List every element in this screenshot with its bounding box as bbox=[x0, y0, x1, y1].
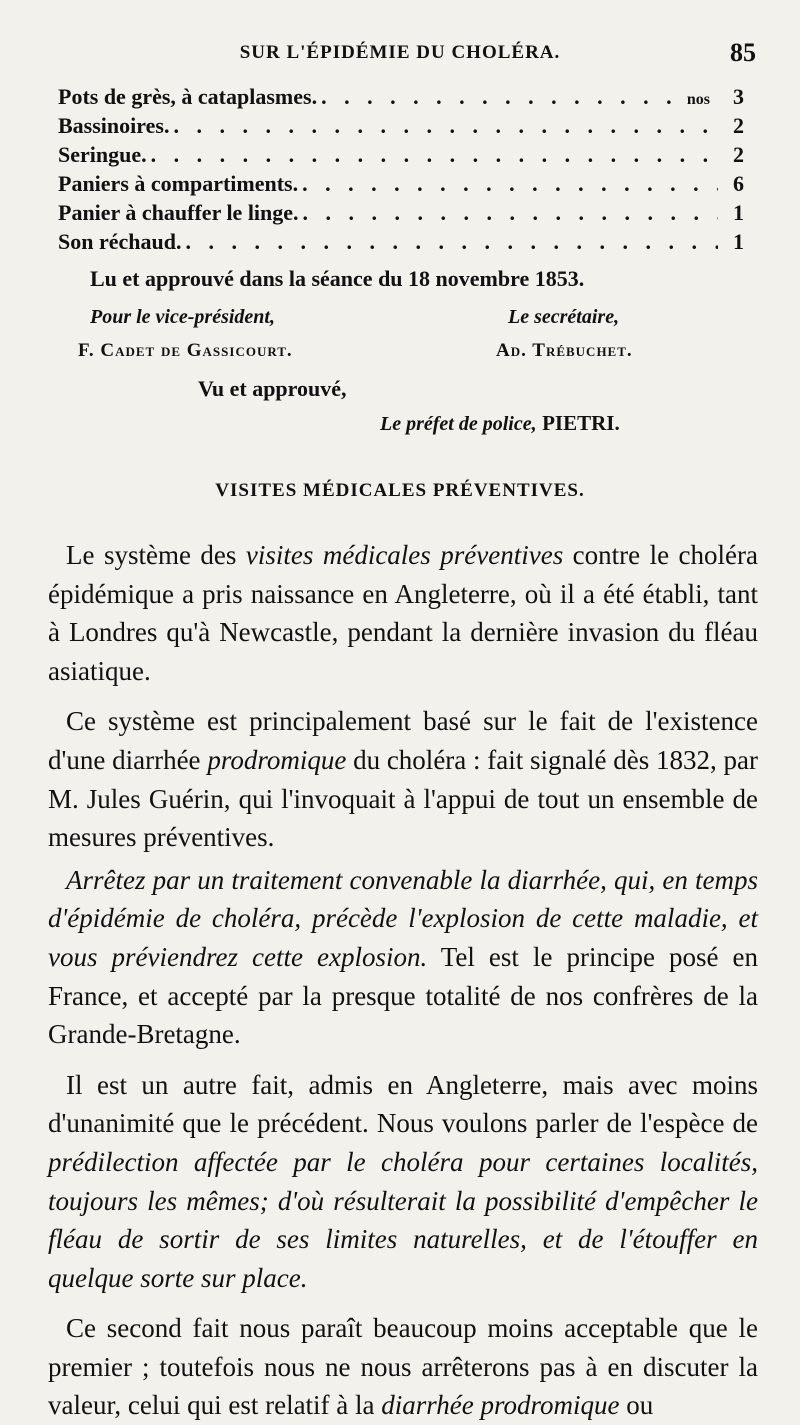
emphasis-run: prodromique bbox=[207, 744, 347, 775]
page-header bbox=[0, 38, 800, 74]
inventory-item bbox=[58, 200, 744, 229]
text-run: Il est un autre fait, admis en Angleterre, mais avec moins d'unanimité que le précédent. Nous voulons parler de l'espèce de bbox=[48, 1069, 758, 1139]
paragraph-4 bbox=[48, 1066, 758, 1298]
text-run: Tel est le principe posé en France, et accepté par la presque totalité de nos confrères de la Grande-Bretagne. bbox=[48, 941, 758, 1050]
secretary-label: Le secrétaire, bbox=[508, 306, 620, 328]
seen-approved-line: Vu et approuvé, bbox=[198, 376, 347, 401]
leader-dots bbox=[185, 229, 718, 255]
inventory-item-qty: 6 bbox=[733, 171, 744, 196]
inventory-item-name: Pots de grès, à cataplasmes. bbox=[58, 84, 318, 109]
text-run: du choléra : fait signalé dès 1832, par M. Jules Guérin, qui l'invoquait à l'appui de tout un ensemble de mesures préventives. bbox=[48, 744, 758, 853]
inventory-item bbox=[58, 171, 744, 200]
inventory-item-name: Paniers à compartiments. bbox=[58, 171, 299, 196]
emphasis-run: visites médicales préventives bbox=[245, 540, 564, 570]
text-run: Ce système est principalement basé sur le fait de l'existence d'une diarrhée bbox=[48, 706, 758, 775]
leader-dots bbox=[151, 142, 718, 168]
inventory-item-qty: 1 bbox=[733, 229, 744, 254]
paragraph-3 bbox=[48, 861, 758, 1054]
leader-dots bbox=[302, 171, 718, 197]
text-run: ou bbox=[619, 1390, 654, 1421]
prefect-name: PIETRI. bbox=[542, 411, 620, 435]
inventory-item-name: Seringue. bbox=[58, 142, 147, 167]
running-title: SUR L'ÉPIDÉMIE DU CHOLÉRA. bbox=[239, 42, 561, 63]
page-number: 85 bbox=[730, 38, 756, 67]
text-run: contre le choléra épidémique a pris naissance en Angleterre, où il a été établi, tant à Londres qu'à Newcastle, pendant la dernière invasion du fléau asiatique. bbox=[48, 540, 759, 686]
inventory-item-qty: 3 bbox=[733, 84, 744, 109]
paragraph-2 bbox=[48, 702, 758, 856]
section-title: VISITES MÉDICALES PRÉVENTIVES. bbox=[215, 480, 585, 501]
vice-president-label: Pour le vice-président, bbox=[90, 306, 275, 328]
approval-line: Lu et approuvé dans la séance du 18 novembre 1853. bbox=[90, 266, 585, 291]
emphasis-run: prédilection affectée par le choléra pour certaines localités, toujours les mêmes; d'où résulterait la possibilité d'empêcher le fléau de sortir de ses limites naturelles, et de l'étouffer en quelque sorte sur place. bbox=[48, 1146, 758, 1293]
prefect-signature bbox=[380, 410, 620, 436]
emphasis-run: diarrhée prodromique bbox=[381, 1390, 620, 1421]
text-run: Le système des bbox=[66, 540, 246, 570]
inventory-item-qty: 1 bbox=[733, 200, 744, 225]
inventory-item bbox=[58, 229, 744, 258]
leader-dots bbox=[321, 84, 683, 110]
inventory-list bbox=[58, 84, 744, 258]
emphasis-run: Arrêtez par un traitement convenable la diarrhée, qui, en temps d'épidémie de choléra, précède l'explosion de cette maladie, et vous préviendrez cette explosion. bbox=[48, 864, 758, 972]
inventory-item bbox=[58, 84, 744, 113]
inventory-item-qty: 2 bbox=[733, 113, 744, 138]
paragraph-5 bbox=[48, 1309, 758, 1425]
prefect-label: Le préfet de police, bbox=[380, 413, 537, 435]
vice-president-name: F. Cadet de Gassicourt. bbox=[78, 340, 293, 361]
inventory-item-name: Son réchaud. bbox=[58, 229, 182, 254]
leader-dots bbox=[173, 113, 718, 139]
inventory-item bbox=[58, 142, 744, 171]
paragraph-1 bbox=[48, 536, 758, 690]
inventory-item-abbr: nos bbox=[686, 91, 710, 108]
text-run: Ce second fait nous paraît beaucoup moins acceptable que le premier ; toutefois nous ne nous arrêterons pas à en discuter la valeur, celui qui est relatif à la bbox=[48, 1313, 758, 1421]
inventory-item-name: Panier à chauffer le linge. bbox=[58, 200, 299, 225]
secretary-name: Ad. Trébuchet. bbox=[496, 340, 633, 361]
inventory-item-name: Bassinoires. bbox=[58, 113, 170, 138]
inventory-item-qty: 2 bbox=[733, 142, 744, 167]
body-text bbox=[48, 536, 758, 1425]
leader-dots bbox=[303, 200, 718, 226]
inventory-item bbox=[58, 113, 744, 142]
